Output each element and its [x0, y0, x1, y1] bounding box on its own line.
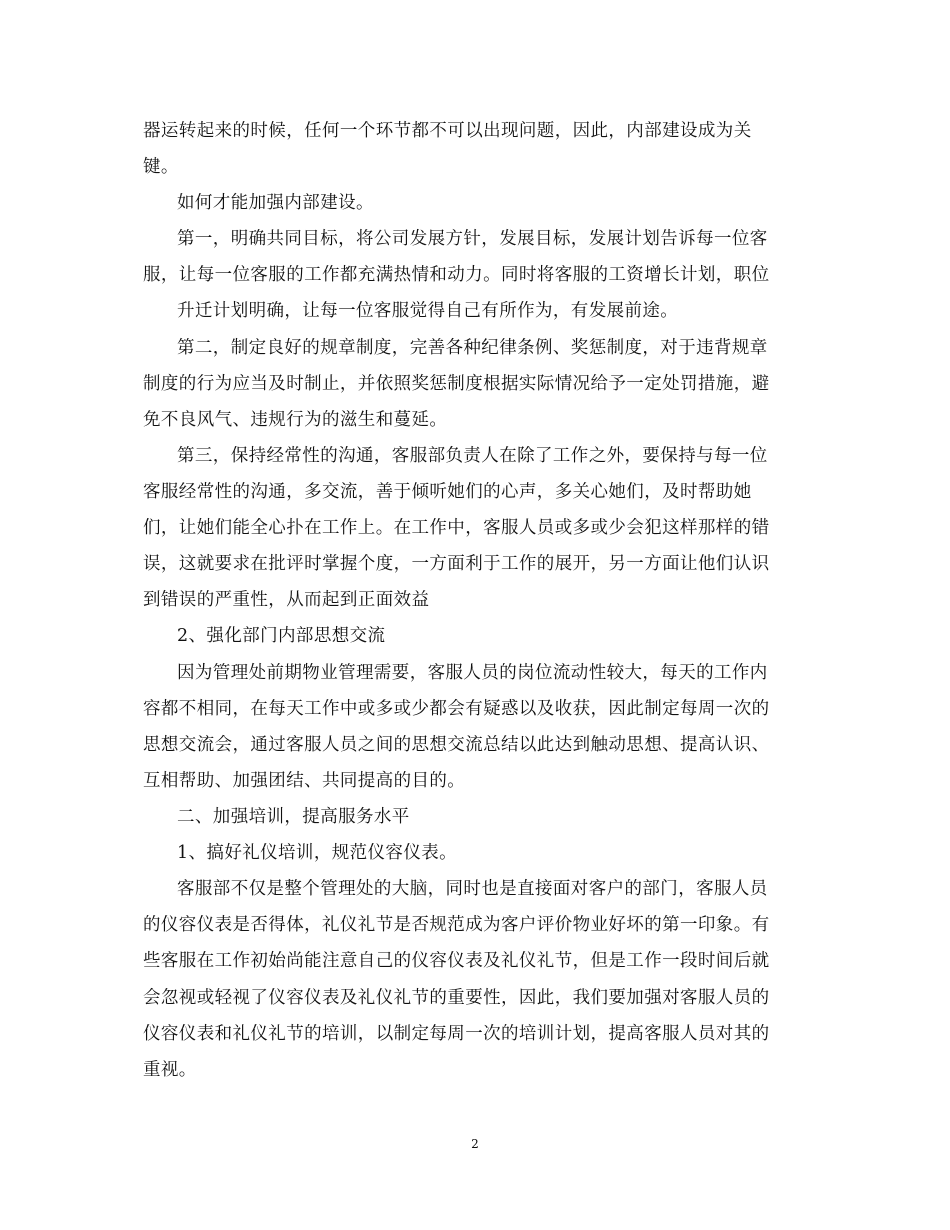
text-line: 们，让她们能全心扑在工作上。在工作中，客服人员或多或少会犯这样那样的错: [143, 518, 770, 538]
text-line: 如何才能加强内部建设。: [177, 193, 374, 213]
text-line: 重视。: [143, 1060, 197, 1080]
section-heading: 二、加强培训，提高服务水平: [177, 807, 410, 827]
text-line: 思想交流会，通过客服人员之间的思想交流总结以此达到触动思想、提高认识、: [143, 735, 770, 755]
text-line: 互相帮助、加强团结、共同提高的目的。: [143, 771, 466, 791]
text-line: 因为管理处前期物业管理需要，客服人员的岗位流动性较大，每天的工作内: [177, 663, 768, 683]
text-line: 服，让每一位客服的工作都充满热情和动力。同时将客服的工资增长计划，职位: [143, 265, 770, 285]
text-line: 升迁计划明确，让每一位客服觉得自己有所作为，有发展前途。: [177, 301, 679, 321]
text-line: 客服部不仅是整个管理处的大脑，同时也是直接面对客户的部门，客服人员: [177, 879, 768, 899]
section-heading: 2、强化部门内部思想交流: [177, 626, 386, 646]
text-line: 制度的行为应当及时制止，并依照奖惩制度根据实际情况给予一定处罚措施，避: [143, 374, 770, 394]
text-line: 第二，制定良好的规章制度，完善各种纪律条例、奖惩制度，对于违背规章: [177, 338, 768, 358]
text-line: 到错误的严重性，从而起到正面效益: [143, 590, 430, 610]
page-number: 2: [471, 1137, 479, 1151]
text-line: 些客服在工作初始尚能注意自己的仪容仪表及礼仪礼节，但是工作一段时间后就: [143, 951, 770, 971]
text-line: 免不良风气、违规行为的滋生和蔓延。: [143, 410, 448, 430]
text-line: 容都不相同，在每天工作中或多或少都会有疑惑以及收获，因此制定每周一次的: [143, 699, 770, 719]
text-line: 第一，明确共同目标，将公司发展方针，发展目标，发展计划告诉每一位客: [177, 229, 768, 249]
text-line: 客服经常性的沟通，多交流，善于倾听她们的心声，多关心她们，及时帮助她: [143, 482, 752, 502]
text-line: 键。: [143, 157, 179, 177]
text-line: 会忽视或轻视了仪容仪表及礼仪礼节的重要性，因此，我们要加强对客服人员的: [143, 988, 770, 1008]
text-line: 器运转起来的时候，任何一个环节都不可以出现问题，因此，内部建设成为关: [143, 121, 752, 141]
text-line: 误，这就要求在批评时掌握个度，一方面利于工作的展开，另一方面让他们认识: [143, 554, 770, 574]
section-heading: 1、搞好礼仪培训，规范仪容仪表。: [177, 843, 458, 863]
text-line: 的仪容仪表是否得体，礼仪礼节是否规范成为客户评价物业好坏的第一印象。有: [143, 915, 770, 935]
text-line: 第三，保持经常性的沟通，客服部负责人在除了工作之外，要保持与每一位: [177, 446, 768, 466]
text-line: 仪容仪表和礼仪礼节的培训，以制定每周一次的培训计划，提高客服人员对其的: [143, 1024, 770, 1044]
